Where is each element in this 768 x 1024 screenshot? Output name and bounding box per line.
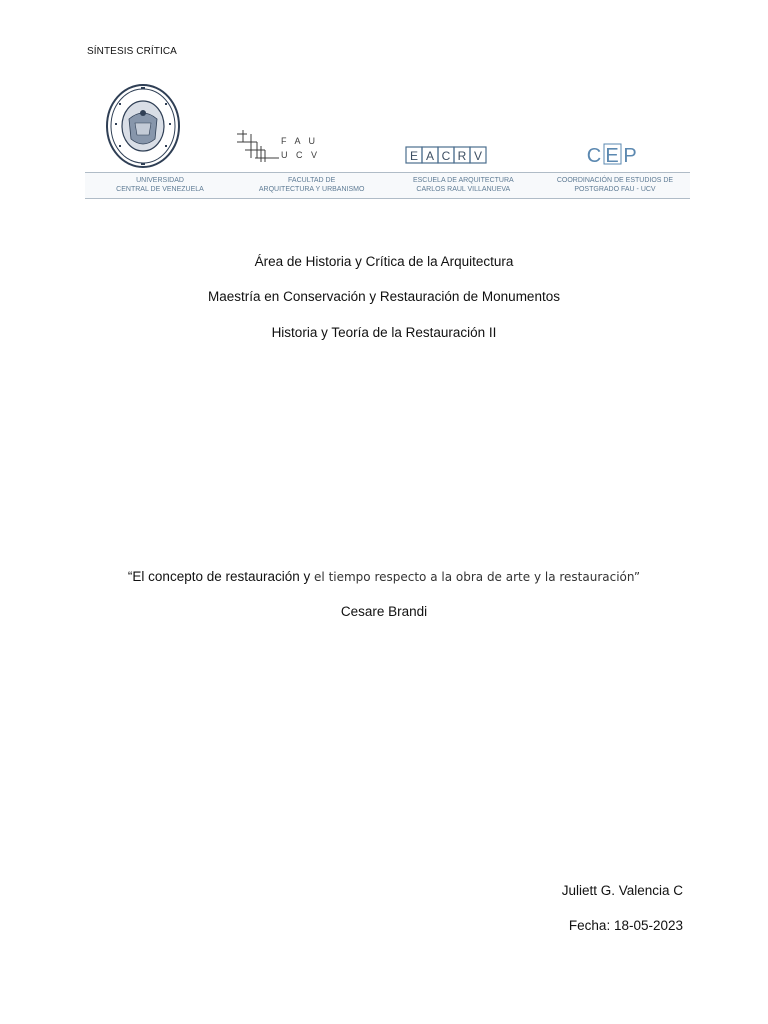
institution-logo-band — [85, 78, 690, 198]
fau-ucv-logo-icon — [235, 128, 325, 168]
eacrv-letter: A — [425, 149, 435, 163]
caption-ucv: UNIVERSIDAD CENTRAL DE VENEZUELA — [116, 177, 204, 193]
eacrv-letter: C — [441, 149, 451, 163]
submission-date: Fecha: 18-05-2023 — [568, 918, 683, 933]
eacrv-letter: E — [409, 149, 419, 163]
program-title: Maestría en Conservación y Restauración de Monumentos — [208, 289, 560, 304]
caption-fau: FACULTAD DE ARQUITECTURA Y URBANISMO — [258, 177, 365, 193]
caption-cep: COORDINACIÓN DE ESTUDIOS DE POSTGRADO FAU - UCV — [556, 177, 674, 193]
ucv-logo-text: U C V — [281, 150, 321, 160]
caption-eacrv: ESCUELA DE ARQUITECTURA CARLOS RAUL VILLANUEVA — [412, 177, 514, 193]
fau-logo-text: F A U — [281, 136, 319, 146]
cep-letter: E — [605, 145, 619, 166]
student-name: Juliett G. Valencia C — [561, 883, 683, 898]
eacrv-logo-icon — [405, 146, 489, 164]
work-title-part2: el tiempo respecto a la obra de arte y la restauración” — [314, 570, 641, 584]
work-author: Cesare Brandi — [340, 604, 428, 619]
work-title — [0, 569, 768, 584]
logo-captions-bar — [85, 172, 690, 199]
cep-logo-icon — [585, 142, 645, 166]
course-title: Historia y Teoría de la Restauración II — [271, 325, 497, 340]
area-title: Área de Historia y Crítica de la Arquitectura — [254, 254, 514, 269]
eacrv-letter: V — [473, 149, 483, 163]
cep-letter: C — [586, 145, 602, 166]
eacrv-letter: R — [457, 149, 467, 163]
document-header-label: SÍNTESIS CRÍTICA — [87, 46, 177, 57]
university-seal-icon — [105, 83, 181, 169]
cep-letter: P — [623, 145, 637, 166]
work-title-part1: “El concepto de restauración y — [127, 569, 315, 584]
